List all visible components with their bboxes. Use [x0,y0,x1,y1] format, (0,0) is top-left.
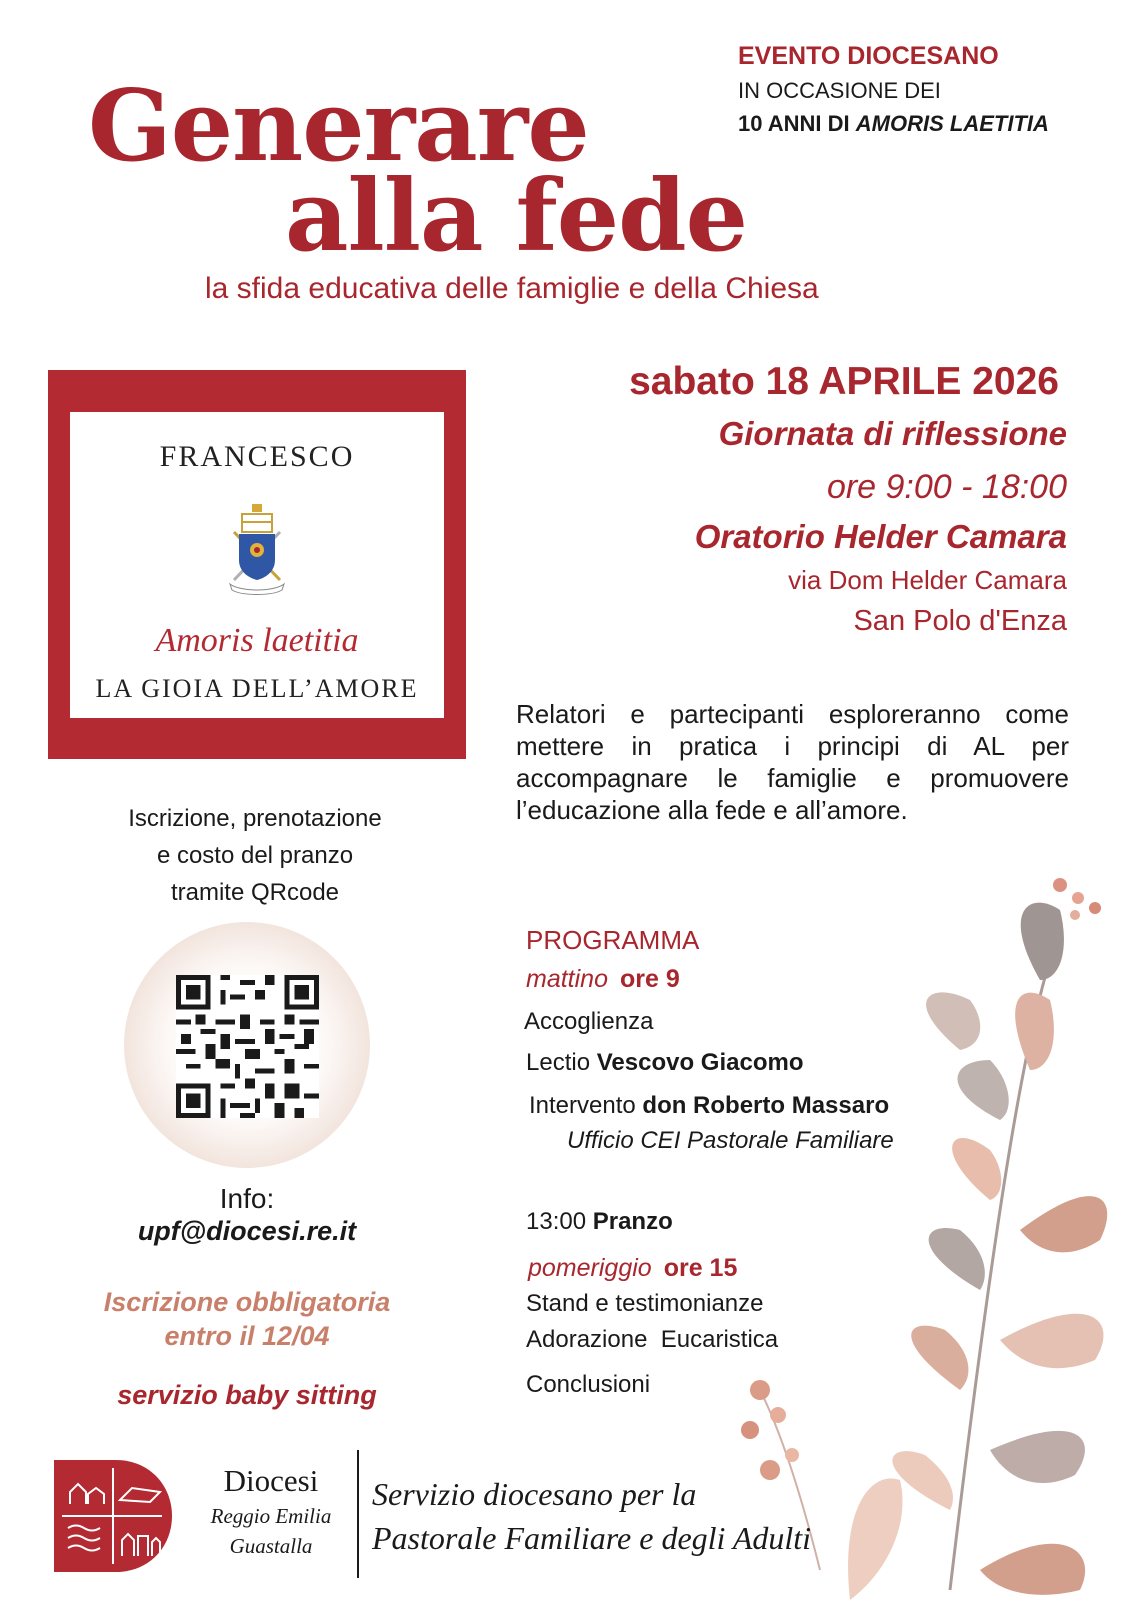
program-morning [526,965,680,994]
info-label: Info: [219,1183,275,1214]
footer-divider [357,1450,359,1578]
book-cover [48,370,466,759]
program-item-stand: Stand e testimonianze [526,1290,764,1317]
subtitle: la sfida educativa delle famiglie e della Chiesa [205,272,819,305]
program-lunch-time: 13:00 [526,1208,587,1235]
mandatory-registration [60,1285,434,1353]
program-item-talk [529,1092,889,1120]
program-morning-time: ore 9 [619,965,680,993]
program-item-lectio-name: Vescovo Giacomo [596,1049,804,1076]
program-item-conclusions: Conclusioni [526,1371,651,1398]
program-item-talk-prefix: Intervento [529,1092,636,1119]
cover-author: FRANCESCO [159,440,355,473]
event-venue: Oratorio Helder Camara [694,518,1067,555]
mandatory-registration-line-1: Iscrizione obbligatoria [103,1287,391,1317]
service-line-1: Servizio diocesano per la [372,1476,697,1512]
event-anniversary [738,111,1049,137]
babysitting-notice: servizio baby sitting [117,1380,377,1410]
diocese-name: Diocesi [223,1463,319,1498]
event-date: sabato 18 APRILE 2026 [629,360,1059,403]
papal-coat-of-arms-icon [224,502,290,598]
event-hours: ore 9:00 - 18:00 [826,468,1067,506]
event-anniversary-title: AMORIS LAETITIA [855,111,1049,136]
book-cover-panel [70,412,444,718]
program-item-lectio-prefix: Lectio [526,1049,591,1076]
registration-text [90,800,420,911]
program-item-welcome: Accoglienza [524,1008,654,1035]
service-line-2: Pastorale Familiare e degli Adulti [372,1520,812,1556]
program-afternoon-time: ore 15 [663,1254,738,1282]
event-type: Giornata di riflessione [718,415,1067,452]
event-occasion: IN OCCASIONE DEI [738,78,941,103]
event-street: via Dom Helder Camara [788,565,1067,595]
registration-line-1: Iscrizione, prenotazione [128,805,382,832]
program-lunch [526,1208,673,1236]
diocese-logo-icon [54,1460,172,1572]
program-lunch-label: Pranzo [592,1208,673,1235]
program-afternoon-label: pomeriggio [528,1254,652,1282]
program-item-talk-role: Ufficio CEI Pastorale Familiare [567,1127,894,1154]
event-description: Relatori e partecipanti esploreranno come mettere in pratica i principi di AL per accompagnare le famiglie e promuovere l’educazione alla fede e all’amore. [516,699,1069,825]
registration-line-2: e costo del pranzo [156,842,354,869]
cover-subtitle: LA GIOIA DELL’AMORE [95,674,419,703]
diocese-city-1: Reggio Emilia [210,1504,332,1528]
event-label: EVENTO DIOCESANO [738,42,999,70]
cover-script-title: Amoris laetitia [155,622,359,659]
program-item-lectio [526,1049,803,1077]
title-line-2: alla fede [285,159,747,274]
registration-line-3: tramite QRcode [170,879,340,906]
program-item-adoration: Adorazione Eucaristica [526,1326,779,1353]
title-line-1: Generare [88,69,589,184]
event-anniversary-prefix: 10 ANNI DI [738,111,850,136]
info-email-link[interactable]: upf@diocesi.re.it [137,1216,357,1246]
mandatory-registration-line-2: entro il 12/04 [164,1321,330,1351]
program-afternoon [528,1254,737,1283]
diocese-city-2: Guastalla [229,1534,313,1558]
program-title: PROGRAMMA [526,925,700,955]
event-city: San Polo d'Enza [853,605,1067,637]
program-morning-label: mattino [526,965,608,993]
qr-code[interactable] [176,975,319,1118]
leaf-decoration [700,870,1131,1600]
program-item-talk-name: don Roberto Massaro [642,1092,890,1119]
